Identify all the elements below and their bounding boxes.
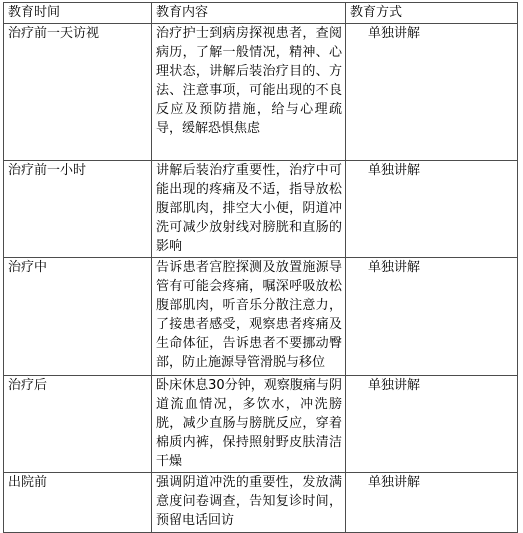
table-row — [4, 258, 518, 376]
cell-method: 单独讲解 — [346, 258, 518, 376]
cell-time: 出院前 — [4, 473, 152, 533]
cell-time: 治疗前一天访视 — [4, 24, 152, 161]
table-row — [4, 24, 518, 161]
cell-method: 单独讲解 — [346, 161, 518, 258]
header-education-time: 教育时间 — [4, 3, 152, 24]
cell-method: 单独讲解 — [346, 473, 518, 533]
cell-content: 强调阴道冲洗的重要性，发放满意度问卷调查，告知复诊时间，预留电话回访 — [152, 473, 346, 533]
cell-time: 治疗前一小时 — [4, 161, 152, 258]
cell-time: 治疗后 — [4, 376, 152, 473]
cell-method: 单独讲解 — [346, 376, 518, 473]
cell-content: 卧床休息30分钟，观察腹痛与阴道流血情况，多饮水，冲洗膀胱，减少直肠与膀胱反应，穿着棉质内裤，保持照射野皮肤清洁干燥 — [152, 376, 346, 473]
cell-content: 治疗护士到病房探视患者，查阅病历，了解一般情况，精神、心理状态，讲解后装治疗目的、方法、注意事项，可能出现的不良反应及预防措施，给与心理疏导，缓解恐惧焦虑 — [152, 24, 346, 161]
cell-content: 告诉患者宫腔探测及放置施源导管有可能会疼痛，嘱深呼吸放松腹部肌肉，听音乐分散注意力，了接患者感受，观察患者疼痛及生命体征，告诉患者不要挪动臀部，防止施源导管滑脱与移位 — [152, 258, 346, 376]
header-row — [4, 3, 518, 24]
table-row — [4, 376, 518, 473]
education-table — [3, 2, 518, 533]
cell-content: 讲解后装治疗重要性，治疗中可能出现的疼痛及不适，指导放松腹部肌肉，排空大小便，阴道冲洗可减少放射线对膀胱和直肠的影响 — [152, 161, 346, 258]
header-education-method: 教育方式 — [346, 3, 518, 24]
header-education-content: 教育内容 — [152, 3, 346, 24]
cell-method: 单独讲解 — [346, 24, 518, 161]
table-row — [4, 473, 518, 533]
cell-time: 治疗中 — [4, 258, 152, 376]
table-row — [4, 161, 518, 258]
